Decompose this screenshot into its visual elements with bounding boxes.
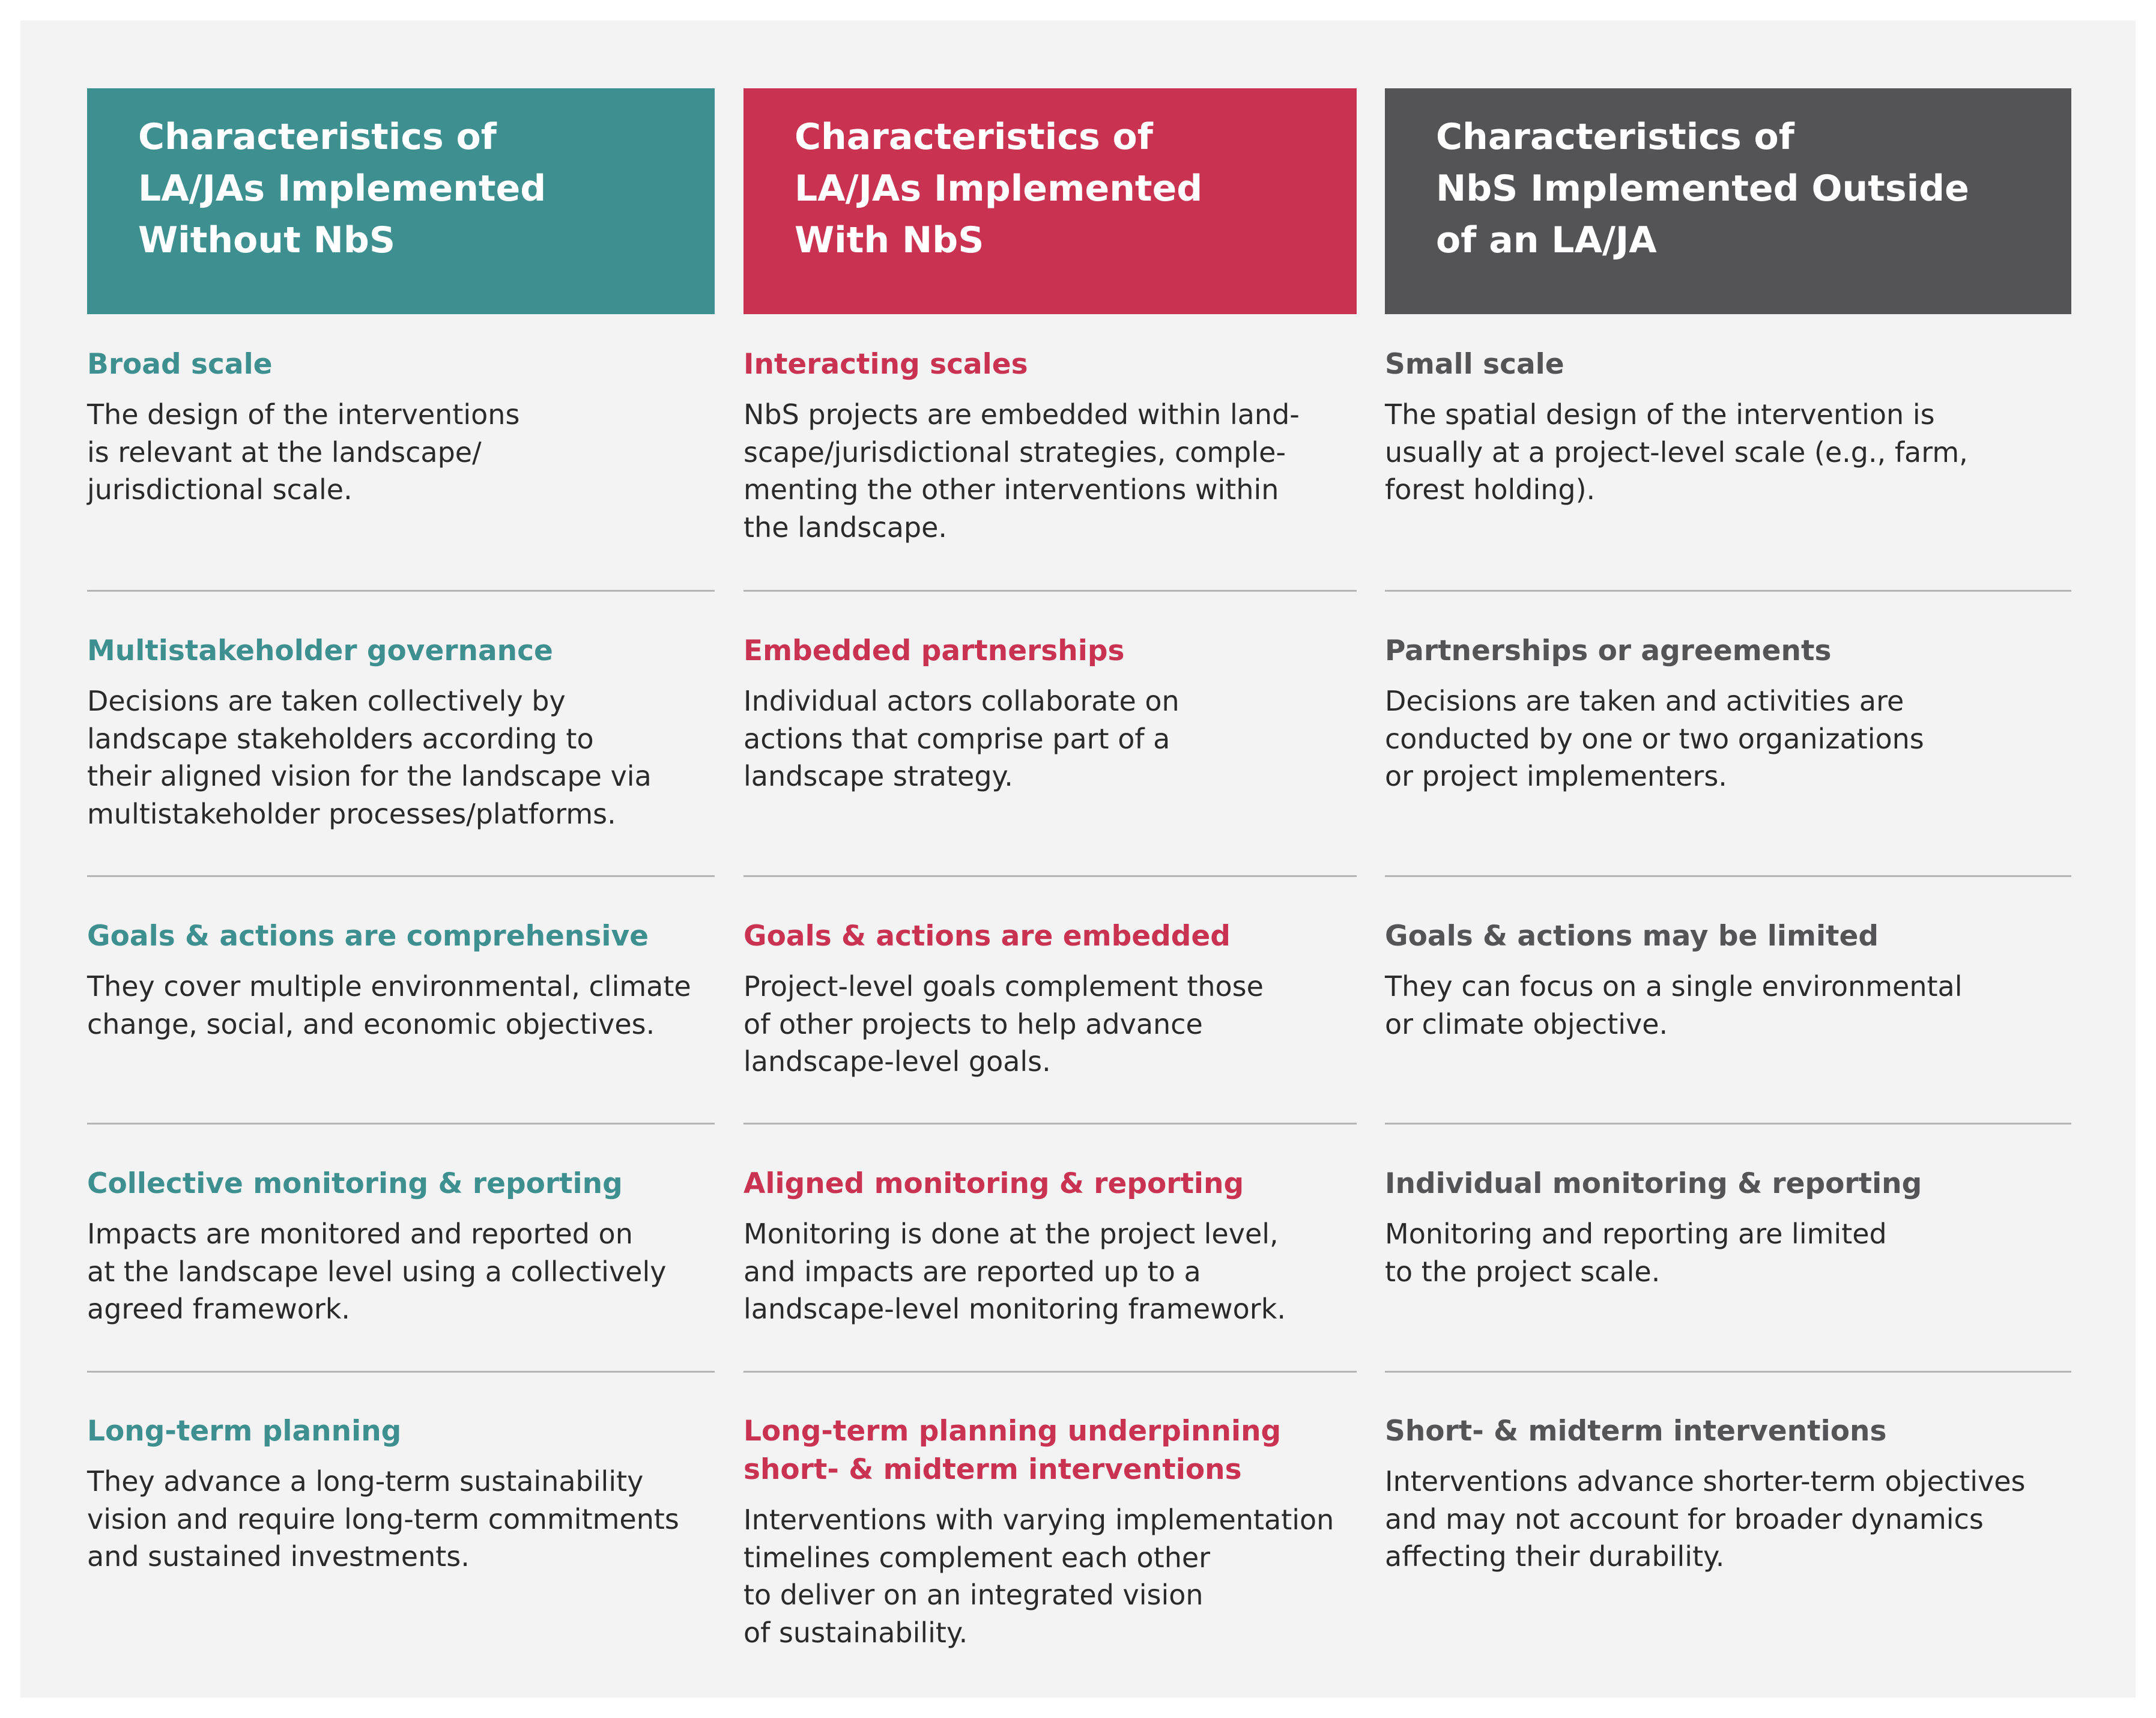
row-body: Individual actors collaborate on actions that comprise part of a landscape strategy.: [743, 685, 1179, 792]
row-title: Collective monitoring & reporting: [87, 1167, 623, 1200]
row-divider: [1385, 1123, 2071, 1125]
comparison-panel: [20, 20, 2136, 1698]
row-body: Project-level goals complement those of other projects to help advance landscape-level goals.: [743, 970, 1264, 1078]
row-divider: [87, 1371, 715, 1373]
row-divider: [1385, 1371, 2071, 1373]
row-goals-actions: [87, 917, 715, 1043]
row-title: Small scale: [1385, 348, 1564, 381]
row-partnerships: [743, 632, 1357, 795]
row-title: Goals & actions are comprehensive: [87, 920, 649, 953]
row-goals-actions: [1385, 917, 2071, 1043]
row-body: They cover multiple environmental, climate change, social, and economic objectives.: [87, 970, 691, 1040]
column-header: Characteristics of NbS Implemented Outside of an LA/JA: [1385, 88, 2071, 314]
column-header: Characteristics of LA/JAs Implemented With NbS: [743, 88, 1357, 314]
row-planning: [87, 1412, 715, 1576]
row-divider: [1385, 875, 2071, 877]
row-divider: [87, 590, 715, 592]
row-divider: [87, 1123, 715, 1125]
row-title: Aligned monitoring & reporting: [743, 1167, 1244, 1200]
row-body: Monitoring and reporting are limited to the project scale.: [1385, 1218, 1887, 1288]
row-body: Decisions are taken and activities are conducted by one or two organizations or project implementers.: [1385, 685, 1924, 792]
row-divider: [743, 590, 1357, 592]
row-planning: [743, 1412, 1357, 1651]
row-title: Individual monitoring & reporting: [1385, 1167, 1922, 1200]
row-governance: [87, 632, 715, 833]
row-title: Goals & actions may be limited: [1385, 920, 1879, 953]
row-monitoring: [1385, 1165, 2071, 1290]
row-title: Long-term planning underpinning short- & midterm interventions: [743, 1415, 1282, 1486]
row-body: Decisions are taken collectively by landscape stakeholders according to their aligned vision for the landscape via multistakeholder processes/platforms.: [87, 685, 652, 830]
column-with-nbs: [743, 88, 1357, 1649]
row-body: They advance a long-term sustainability vision and require long-term commitments and sustained investments.: [87, 1465, 679, 1573]
row-body: Interventions advance shorter-term objectives and may not account for broader dynamics affecting their durability.: [1385, 1465, 2026, 1573]
row-title: Goals & actions are embedded: [743, 920, 1231, 953]
row-title: Interacting scales: [743, 348, 1028, 381]
column-outside-lajas: [1385, 88, 2071, 1573]
row-monitoring: [743, 1165, 1357, 1328]
row-body: The spatial design of the intervention is usually at a project-level scale (e.g., farm, forest holding).: [1385, 398, 1968, 506]
row-body: Impacts are monitored and reported on at the landscape level using a collectively agreed framework.: [87, 1218, 667, 1325]
row-title: Long-term planning: [87, 1415, 402, 1448]
row-title: Broad scale: [87, 348, 273, 381]
row-body: The design of the interventions is relevant at the landscape/ jurisdictional scale.: [87, 398, 520, 506]
row-title: Embedded partnerships: [743, 634, 1125, 667]
row-goals-actions: [743, 917, 1357, 1081]
row-interacting-scales: [743, 345, 1357, 546]
row-divider: [743, 875, 1357, 877]
row-small-scale: [1385, 345, 2071, 509]
row-monitoring: [87, 1165, 715, 1328]
row-divider: [1385, 590, 2071, 592]
row-divider: [743, 1371, 1357, 1373]
row-body: Monitoring is done at the project level, and impacts are reported up to a landscape-level monitoring framework.: [743, 1218, 1286, 1325]
row-title: Partnerships or agreements: [1385, 634, 1832, 667]
row-interventions: [1385, 1412, 2071, 1576]
row-title: Short- & midterm interventions: [1385, 1415, 1887, 1448]
row-body: They can focus on a single environmental or climate objective.: [1385, 970, 1963, 1040]
row-body: Interventions with varying implementation timelines complement each other to deliver on an integrated vision of sustainability.: [743, 1504, 1334, 1649]
row-divider: [87, 875, 715, 877]
row-title: Multistakeholder governance: [87, 634, 553, 667]
row-body: NbS projects are embedded within land- scape/jurisdictional strategies, comple- menting the other interventions within the landscape.: [743, 398, 1300, 544]
column-without-nbs: [87, 88, 715, 1573]
row-partnerships: [1385, 632, 2071, 795]
column-header: Characteristics of LA/JAs Implemented Without NbS: [87, 88, 715, 314]
row-broad-scale: [87, 345, 715, 509]
row-divider: [743, 1123, 1357, 1125]
